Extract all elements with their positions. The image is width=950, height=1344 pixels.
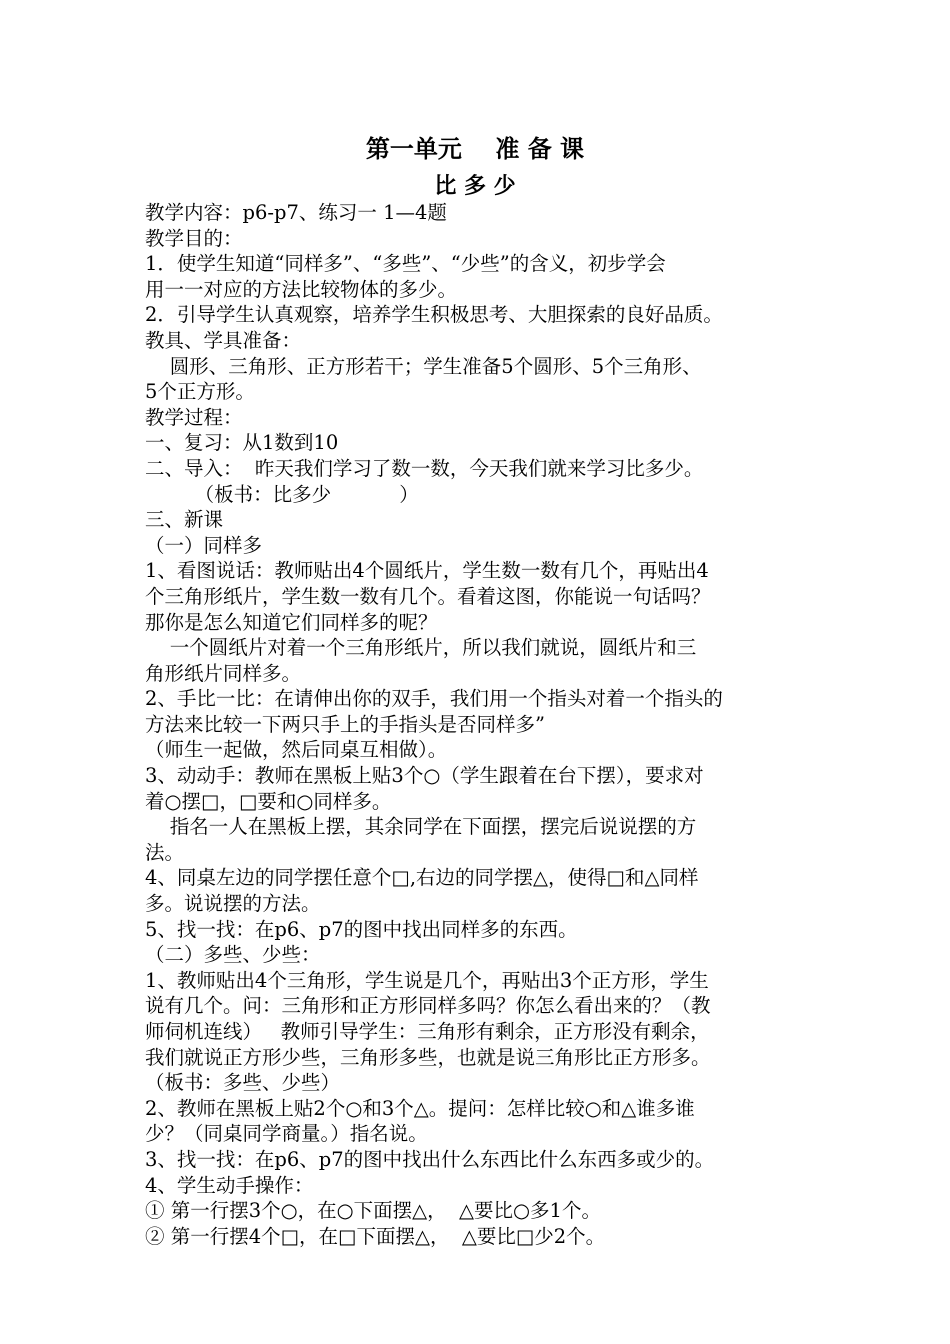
body-line: （板书：多些、少些） — [145, 1071, 341, 1095]
body-line: 4、同桌左边的同学摆任意个□,右边的同学摆△，使得□和△同样 — [145, 866, 699, 890]
lesson-body — [145, 200, 835, 1249]
body-line: 那你是怎么知道它们同样多的呢？ — [145, 610, 438, 634]
body-line: 2、手比一比：在请伸出你的双手，我们用一个指头对着一个指头的 — [145, 687, 723, 711]
body-line: 4、学生动手操作： — [145, 1173, 314, 1197]
body-line: 3、找一找：在p6、p7的图中找出什么东西比什么东西多或少的。 — [145, 1147, 715, 1171]
body-line: 我们就说正方形少些，三角形多些，也就是说三角形比正方形多。 — [145, 1045, 711, 1069]
body-line: ① 第一行摆3个○，在○下面摆△， △要比○多1个。 — [145, 1199, 601, 1223]
page-title: 第一单元 准 备 课 — [365, 135, 585, 163]
body-line: （板书：比多少 ） — [145, 482, 419, 506]
body-line: 二、导入： 昨天我们学习了数一数，今天我们就来学习比多少。 — [145, 456, 704, 480]
body-line: 说有几个。问：三角形和正方形同样多吗？你怎么看出来的？（教 — [145, 994, 711, 1018]
body-line: 角形纸片同样多。 — [145, 661, 302, 685]
body-line: （一）同样多 — [145, 533, 263, 557]
body-line: 教学过程： — [145, 405, 243, 429]
body-line: 1、教师贴出4个三角形，学生说是几个，再贴出3个正方形，学生 — [145, 968, 709, 992]
body-line: （师生一起做，然后同桌互相做）。 — [145, 738, 448, 762]
body-line: 教学目的： — [145, 226, 243, 250]
body-line: 1、看图说话：教师贴出4个圆纸片，学生数一数有几个，再贴出4 — [145, 559, 709, 583]
body-line: 2．引导学生认真观察，培养学生积极思考、大胆探索的良好品质。 — [145, 303, 723, 327]
body-line: 3、动动手：教师在黑板上贴3个○（学生跟着在台下摆），要求对 — [145, 764, 704, 788]
body-line: ② 第一行摆4个□，在□下面摆△， △要比□少2个。 — [145, 1224, 606, 1248]
body-line: 教具、学具准备： — [145, 328, 302, 352]
body-line: 着○摆□，□要和○同样多。 — [145, 789, 392, 813]
body-line: 法。 — [145, 840, 185, 864]
body-line: 个三角形纸片，学生数一数有几个。看着这图，你能说一句话吗？ — [145, 584, 711, 608]
body-line: 师伺机连线） 教师引导学生：三角形有剩余，正方形没有剩余， — [145, 1020, 710, 1043]
body-line: 一、复习：从1数到10 — [145, 431, 339, 455]
body-line: 三、新课 — [145, 508, 224, 532]
page-subtitle: 比 多 少 — [434, 174, 516, 199]
body-line: 一个圆纸片对着一个三角形纸片，所以我们就说，圆纸片和三 — [145, 636, 697, 660]
body-line: 用一一对应的方法比较物体的多少。 — [145, 277, 458, 301]
body-line: 1．使学生知道“同样多”、“多些”、“少些”的含义，初步学会 — [145, 252, 666, 276]
body-line: 5个正方形。 — [145, 380, 255, 404]
body-line: 多。说说摆的方法。 — [145, 892, 321, 916]
body-line: 方法来比较一下两只手上的手指头是否同样多” — [145, 712, 545, 736]
body-line: 少？（同桌同学商量。）指名说。 — [145, 1122, 428, 1146]
body-line: （二）多些、少些： — [145, 943, 321, 967]
body-line: 指名一人在黑板上摆，其余同学在下面摆，摆完后说说摆的方 — [145, 815, 697, 839]
body-line: 教学内容：p6-p7、练习一 1—4题 — [145, 201, 447, 224]
body-line: 5、找一找：在p6、p7的图中找出同样多的东西。 — [145, 917, 578, 941]
body-line: 圆形、三角形、正方形若干；学生准备5个圆形、5个三角形、 — [145, 354, 702, 378]
body-line: 2、教师在黑板上贴2个○和3个△。提问：怎样比较○和△谁多谁 — [145, 1096, 695, 1120]
